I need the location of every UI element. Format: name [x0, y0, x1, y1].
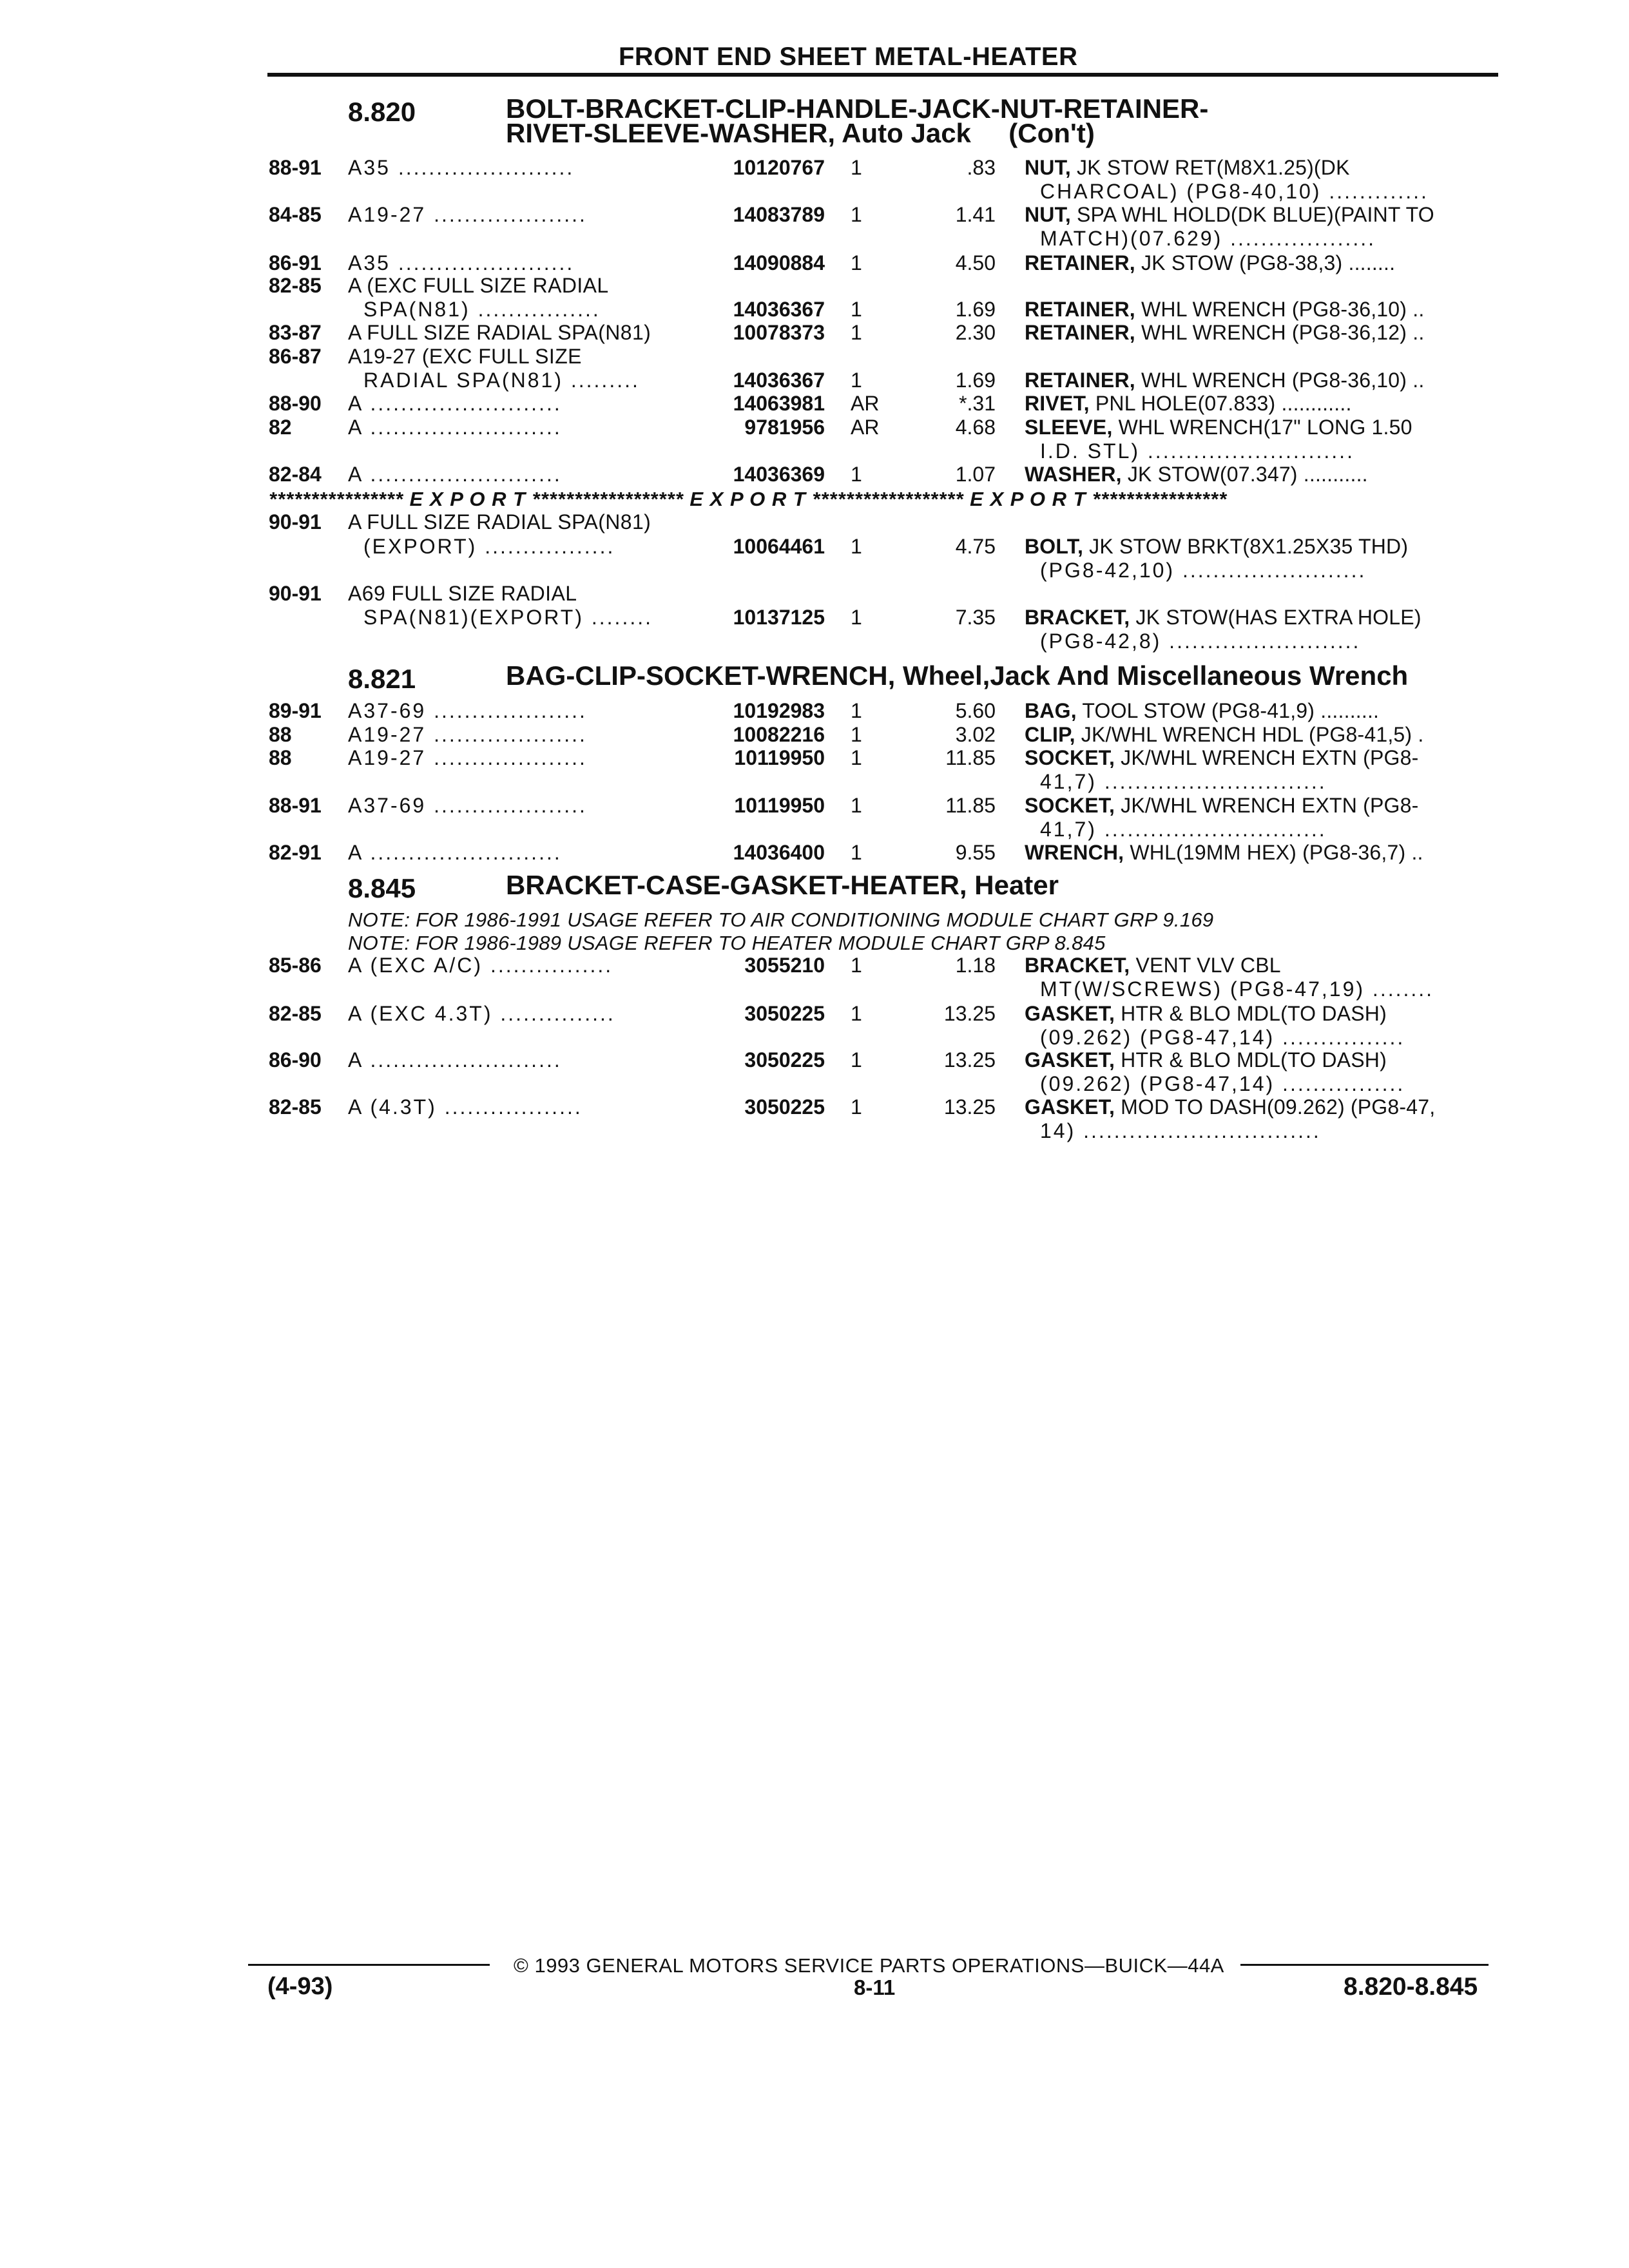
row-description: A35 .......................	[348, 156, 575, 179]
row-qty: 1	[851, 1002, 862, 1025]
row-description: A37-69 ....................	[348, 699, 587, 722]
section-title: BAG-CLIP-SOCKET-WRENCH, Wheel,Jack And Miscellaneous Wrench	[506, 660, 1409, 691]
row-part-name	[1025, 723, 1501, 747]
section-note: NOTE: FOR 1986-1989 USAGE REFER TO HEATER MODULE CHART GRP 8.845	[348, 932, 1106, 954]
section-note: NOTE: FOR 1986-1991 USAGE REFER TO AIR CONDITIONING MODULE CHART GRP 9.169	[348, 908, 1214, 931]
row-price: 5.60	[955, 699, 996, 722]
row-description: A .........................	[348, 841, 562, 864]
row-description: A (EXC FULL SIZE RADIAL	[348, 274, 609, 297]
row-qty: 1	[851, 321, 862, 344]
row-years: 82-85	[269, 1002, 322, 1025]
row-years: 88-91	[269, 156, 322, 179]
row-years: 86-90	[269, 1048, 322, 1072]
row-qty: 1	[851, 746, 862, 769]
row-years: 82-85	[269, 1095, 322, 1119]
part-name-detail: WHL WRENCH (PG8-36,12) ..	[1135, 321, 1425, 344]
section-number: 8.820	[348, 97, 416, 127]
row-part-number: 3055210	[744, 954, 825, 977]
footer-date-code: (4-93)	[267, 1973, 333, 2000]
row-price: 11.85	[945, 794, 996, 817]
row-qty: AR	[851, 416, 880, 439]
row-years: 88-91	[269, 794, 322, 817]
row-qty: 1	[851, 699, 862, 722]
row-part-name	[1025, 746, 1501, 794]
row-qty: 1	[851, 841, 862, 864]
row-price: 1.07	[955, 463, 996, 486]
row-description: A19-27 (EXC FULL SIZE	[348, 345, 582, 368]
row-years: 86-91	[269, 251, 322, 274]
row-description: (EXPORT) .................	[363, 535, 615, 558]
row-part-number: 14036367	[733, 369, 825, 392]
row-part-number: 10078373	[733, 321, 825, 344]
row-price: *.31	[959, 392, 996, 415]
row-part-name	[1025, 1002, 1501, 1050]
row-part-name	[1025, 794, 1501, 841]
part-name-continued: (09.262) (PG8-47,14) ................	[1040, 1026, 1405, 1049]
row-price: 1.69	[955, 298, 996, 321]
part-name-continued: (PG8-42,10) ........................	[1040, 559, 1367, 582]
row-price: 9.55	[955, 841, 996, 864]
row-qty: 1	[851, 1048, 862, 1072]
part-name-key: SOCKET,	[1025, 794, 1115, 817]
row-part-name	[1025, 841, 1501, 865]
part-name-detail: MOD TO DASH(09.262) (PG8-47,	[1115, 1095, 1436, 1119]
part-name-key: CLIP,	[1025, 723, 1075, 746]
row-qty: 1	[851, 251, 862, 274]
row-part-name	[1025, 156, 1501, 204]
row-years: 90-91	[269, 510, 322, 533]
section-number: 8.821	[348, 664, 416, 694]
page-header-title: FRONT END SHEET METAL-HEATER	[619, 43, 1078, 71]
row-years: 88-90	[269, 392, 322, 415]
section-title	[506, 93, 1209, 148]
row-years: 89-91	[269, 699, 322, 722]
part-name-key: WRENCH,	[1025, 841, 1124, 864]
row-price: 1.18	[955, 954, 996, 977]
section-title-line: BOLT-BRACKET-CLIP-HANDLE-JACK-NUT-RETAINER-	[506, 93, 1209, 124]
part-name-continued: 14) ...............................	[1040, 1119, 1321, 1142]
section-number: 8.845	[348, 873, 416, 903]
footer-rule-right	[1240, 1964, 1489, 1966]
row-description: A .........................	[348, 392, 562, 415]
row-qty: 1	[851, 463, 862, 486]
row-part-number: 3050225	[744, 1048, 825, 1072]
row-price: 1.41	[955, 203, 996, 226]
row-price: 13.25	[943, 1002, 996, 1025]
row-years: 85-86	[269, 954, 322, 977]
row-qty: 1	[851, 723, 862, 746]
row-part-name	[1025, 535, 1501, 582]
row-part-number: 3050225	[744, 1002, 825, 1025]
part-name-detail: JK/WHL WRENCH EXTN (PG8-	[1115, 746, 1419, 769]
row-part-number: 10119950	[734, 794, 825, 817]
part-name-detail: JK STOW(HAS EXTRA HOLE)	[1130, 606, 1422, 629]
row-part-number: 14036400	[733, 841, 825, 864]
part-name-key: RETAINER,	[1025, 251, 1135, 274]
row-part-name	[1025, 699, 1501, 723]
part-name-detail: JK STOW BRKT(8X1.25X35 THD)	[1083, 535, 1409, 558]
row-description: A37-69 ....................	[348, 794, 587, 817]
row-part-number: 14083789	[733, 203, 825, 226]
row-years: 83-87	[269, 321, 322, 344]
part-name-key: GASKET,	[1025, 1002, 1115, 1025]
part-name-key: BOLT,	[1025, 535, 1084, 558]
part-name-continued: (PG8-42,8) .........................	[1040, 629, 1361, 653]
part-name-key: BRACKET,	[1025, 606, 1130, 629]
row-price: 11.85	[945, 746, 996, 769]
row-part-number: 14036369	[733, 463, 825, 486]
part-name-detail: WHL WRENCH (PG8-36,10) ..	[1135, 369, 1425, 392]
part-name-continued: I.D. STL) ...........................	[1040, 439, 1354, 463]
part-name-key: NUT,	[1025, 156, 1071, 179]
row-part-name	[1025, 369, 1501, 392]
row-part-number: 9781956	[744, 416, 825, 439]
part-name-key: GASKET,	[1025, 1048, 1115, 1072]
row-years: 88	[269, 746, 292, 769]
section-title: BRACKET-CASE-GASKET-HEATER, Heater	[506, 870, 1059, 900]
row-description: SPA(N81)(EXPORT) ........	[363, 606, 653, 629]
part-name-continued: MT(W/SCREWS) (PG8-47,19) ........	[1040, 977, 1434, 1001]
row-part-name	[1025, 954, 1501, 1001]
row-part-name	[1025, 1095, 1501, 1143]
row-description: A (EXC 4.3T) ...............	[348, 1002, 615, 1025]
part-name-key: SLEEVE,	[1025, 416, 1113, 439]
part-name-key: WASHER,	[1025, 463, 1122, 486]
row-description: A (4.3T) ..................	[348, 1095, 583, 1119]
header-rule	[267, 73, 1498, 77]
row-part-number: 10192983	[733, 699, 825, 722]
row-part-number: 10082216	[733, 723, 825, 746]
row-qty: 1	[851, 794, 862, 817]
part-name-detail: HTR & BLO MDL(TO DASH)	[1115, 1002, 1387, 1025]
part-name-detail: PNL HOLE(07.833) ............	[1089, 392, 1352, 415]
row-qty: 1	[851, 535, 862, 558]
part-name-detail: JK STOW(07.347) ...........	[1121, 463, 1368, 486]
part-name-detail: JK/WHL WRENCH EXTN (PG8-	[1115, 794, 1419, 817]
row-description: A19-27 ....................	[348, 723, 587, 746]
row-price: 4.68	[955, 416, 996, 439]
row-description: A .........................	[348, 463, 562, 486]
row-description: RADIAL SPA(N81) .........	[363, 369, 640, 392]
part-name-key: RETAINER,	[1025, 321, 1135, 344]
footer-copyright: © 1993 GENERAL MOTORS SERVICE PARTS OPERATIONS—BUICK—44A	[514, 1954, 1224, 1977]
export-banner: **************** E X P O R T ****************** E X P O R T ****************** E X P O R T ****************	[269, 488, 1228, 510]
row-price: 13.25	[943, 1048, 996, 1072]
section-title-line: RIVET-SLEEVE-WASHER, Auto Jack (Con't)	[506, 118, 1095, 148]
row-part-name	[1025, 251, 1501, 275]
row-price: 7.35	[955, 606, 996, 629]
row-part-name	[1025, 203, 1501, 251]
row-qty: 1	[851, 606, 862, 629]
part-name-key: GASKET,	[1025, 1095, 1115, 1119]
part-name-detail: JK STOW (PG8-38,3) ........	[1135, 251, 1396, 274]
row-part-name	[1025, 298, 1501, 322]
part-name-key: RETAINER,	[1025, 298, 1135, 321]
row-years: 82-91	[269, 841, 322, 864]
part-name-detail: JK/WHL WRENCH HDL (PG8-41,5) .	[1075, 723, 1424, 746]
part-name-continued: CHARCOAL) (PG8-40,10) .............	[1040, 180, 1429, 203]
row-years: 86-87	[269, 345, 322, 368]
row-part-name	[1025, 392, 1501, 416]
part-name-detail: JK STOW RET(M8X1.25)(DK	[1070, 156, 1350, 179]
footer-section-range: 8.820-8.845	[1344, 1973, 1478, 2001]
part-name-detail: TOOL STOW (PG8-41,9) ..........	[1076, 699, 1380, 722]
row-description: A19-27 ....................	[348, 746, 587, 769]
row-qty: 1	[851, 298, 862, 321]
row-years: 82-84	[269, 463, 322, 486]
part-name-key: NUT,	[1025, 203, 1071, 226]
row-description: A FULL SIZE RADIAL SPA(N81)	[348, 321, 651, 344]
part-name-detail: WHL(19MM HEX) (PG8-36,7) ..	[1124, 841, 1423, 864]
row-years: 84-85	[269, 203, 322, 226]
row-description: A (EXC A/C) ................	[348, 954, 613, 977]
row-price: 3.02	[955, 723, 996, 746]
row-price: 13.25	[943, 1095, 996, 1119]
part-name-key: RIVET,	[1025, 392, 1090, 415]
row-years: 82-85	[269, 274, 322, 297]
row-years: 88	[269, 723, 292, 746]
part-name-key: SOCKET,	[1025, 746, 1115, 769]
row-description: A .........................	[348, 1048, 562, 1072]
row-part-name	[1025, 1048, 1501, 1096]
part-name-continued: MATCH)(07.629) ...................	[1040, 227, 1376, 250]
row-description: A19-27 ....................	[348, 203, 587, 226]
row-description: A35 .......................	[348, 251, 575, 274]
row-years: 90-91	[269, 582, 322, 605]
row-part-number: 10137125	[733, 606, 825, 629]
row-qty: 1	[851, 203, 862, 226]
part-name-continued: (09.262) (PG8-47,14) ................	[1040, 1072, 1405, 1095]
part-name-detail: HTR & BLO MDL(TO DASH)	[1115, 1048, 1387, 1072]
part-name-key: BRACKET,	[1025, 954, 1130, 977]
footer-page-number: 8-11	[854, 1975, 896, 1999]
part-name-detail: WHL WRENCH (PG8-36,10) ..	[1135, 298, 1425, 321]
row-part-name	[1025, 416, 1501, 463]
row-description: A FULL SIZE RADIAL SPA(N81)	[348, 510, 651, 533]
row-part-number: 14063981	[733, 392, 825, 415]
row-price: 4.75	[955, 535, 996, 558]
row-part-name	[1025, 463, 1501, 486]
row-part-number: 10119950	[734, 746, 825, 769]
row-part-number: 14090884	[733, 251, 825, 274]
row-part-number: 14036367	[733, 298, 825, 321]
row-description: A69 FULL SIZE RADIAL	[348, 582, 577, 605]
part-name-continued: 41,7) .............................	[1040, 818, 1327, 841]
part-name-key: RETAINER,	[1025, 369, 1135, 392]
row-part-number: 10120767	[733, 156, 825, 179]
row-price: 4.50	[955, 251, 996, 274]
row-description: A .........................	[348, 416, 562, 439]
row-qty: AR	[851, 392, 880, 415]
row-qty: 1	[851, 369, 862, 392]
part-name-continued: 41,7) .............................	[1040, 770, 1327, 793]
part-name-detail: WHL WRENCH(17" LONG 1.50	[1112, 416, 1412, 439]
footer-rule-left	[248, 1964, 490, 1966]
part-name-detail: SPA WHL HOLD(DK BLUE)(PAINT TO	[1070, 203, 1434, 226]
row-price: 2.30	[955, 321, 996, 344]
row-price: 1.69	[955, 369, 996, 392]
row-part-number: 10064461	[733, 535, 825, 558]
part-name-detail: VENT VLV CBL	[1130, 954, 1281, 977]
row-years: 82	[269, 416, 292, 439]
part-name-key: BAG,	[1025, 699, 1077, 722]
row-qty: 1	[851, 954, 862, 977]
row-description: SPA(N81) ................	[363, 298, 601, 321]
row-part-name	[1025, 321, 1501, 345]
row-price: .83	[967, 156, 996, 179]
row-qty: 1	[851, 1095, 862, 1119]
row-part-number: 3050225	[744, 1095, 825, 1119]
row-part-name	[1025, 606, 1501, 653]
row-qty: 1	[851, 156, 862, 179]
